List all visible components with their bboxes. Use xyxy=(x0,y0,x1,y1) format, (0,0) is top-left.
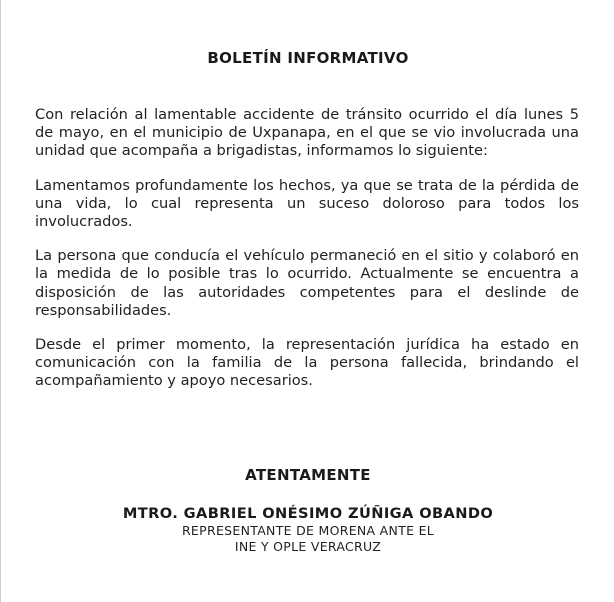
signer-role-line-1: REPRESENTANTE DE MORENA ANTE EL xyxy=(181,523,435,538)
signer-role-line-2: INE Y OPLE VERACRUZ xyxy=(234,538,382,554)
paragraph-condolence: Lamentamos profundamente los hechos, ya que se trata de la pérdida de una vida, lo cual representa un suceso doloroso para todos los involucrados. xyxy=(35,176,579,231)
bulletin-body xyxy=(35,106,579,407)
paragraph-intro: Con relación al lamentable accidente de tránsito ocurrido el día lunes 5 de mayo, en el municipio de Uxpanapa, en el que se vio involucrada una unidad que acompaña a brigadistas, informamos lo siguiente: xyxy=(35,106,579,160)
signer-name: MTRO. GABRIEL ONÉSIMO ZÚÑIGA OBANDO xyxy=(122,505,494,522)
document-title: BOLETÍN INFORMATIVO xyxy=(207,49,409,67)
closing-salutation: ATENTAMENTE xyxy=(245,466,371,484)
signature-block xyxy=(1,466,614,554)
paragraph-driver: La persona que conducía el vehículo permaneció en el sitio y colaboró en la medida de lo posible tras lo ocurrido. Actualmente se encuentra a disposición de las autoridades competentes para el deslinde de responsabilidades. xyxy=(35,247,579,319)
paragraph-legal: Desde el primer momento, la representación jurídica ha estado en comunicación con la familia de la persona fallecida, brindando el acompañamiento y apoyo necesarios. xyxy=(35,336,579,390)
